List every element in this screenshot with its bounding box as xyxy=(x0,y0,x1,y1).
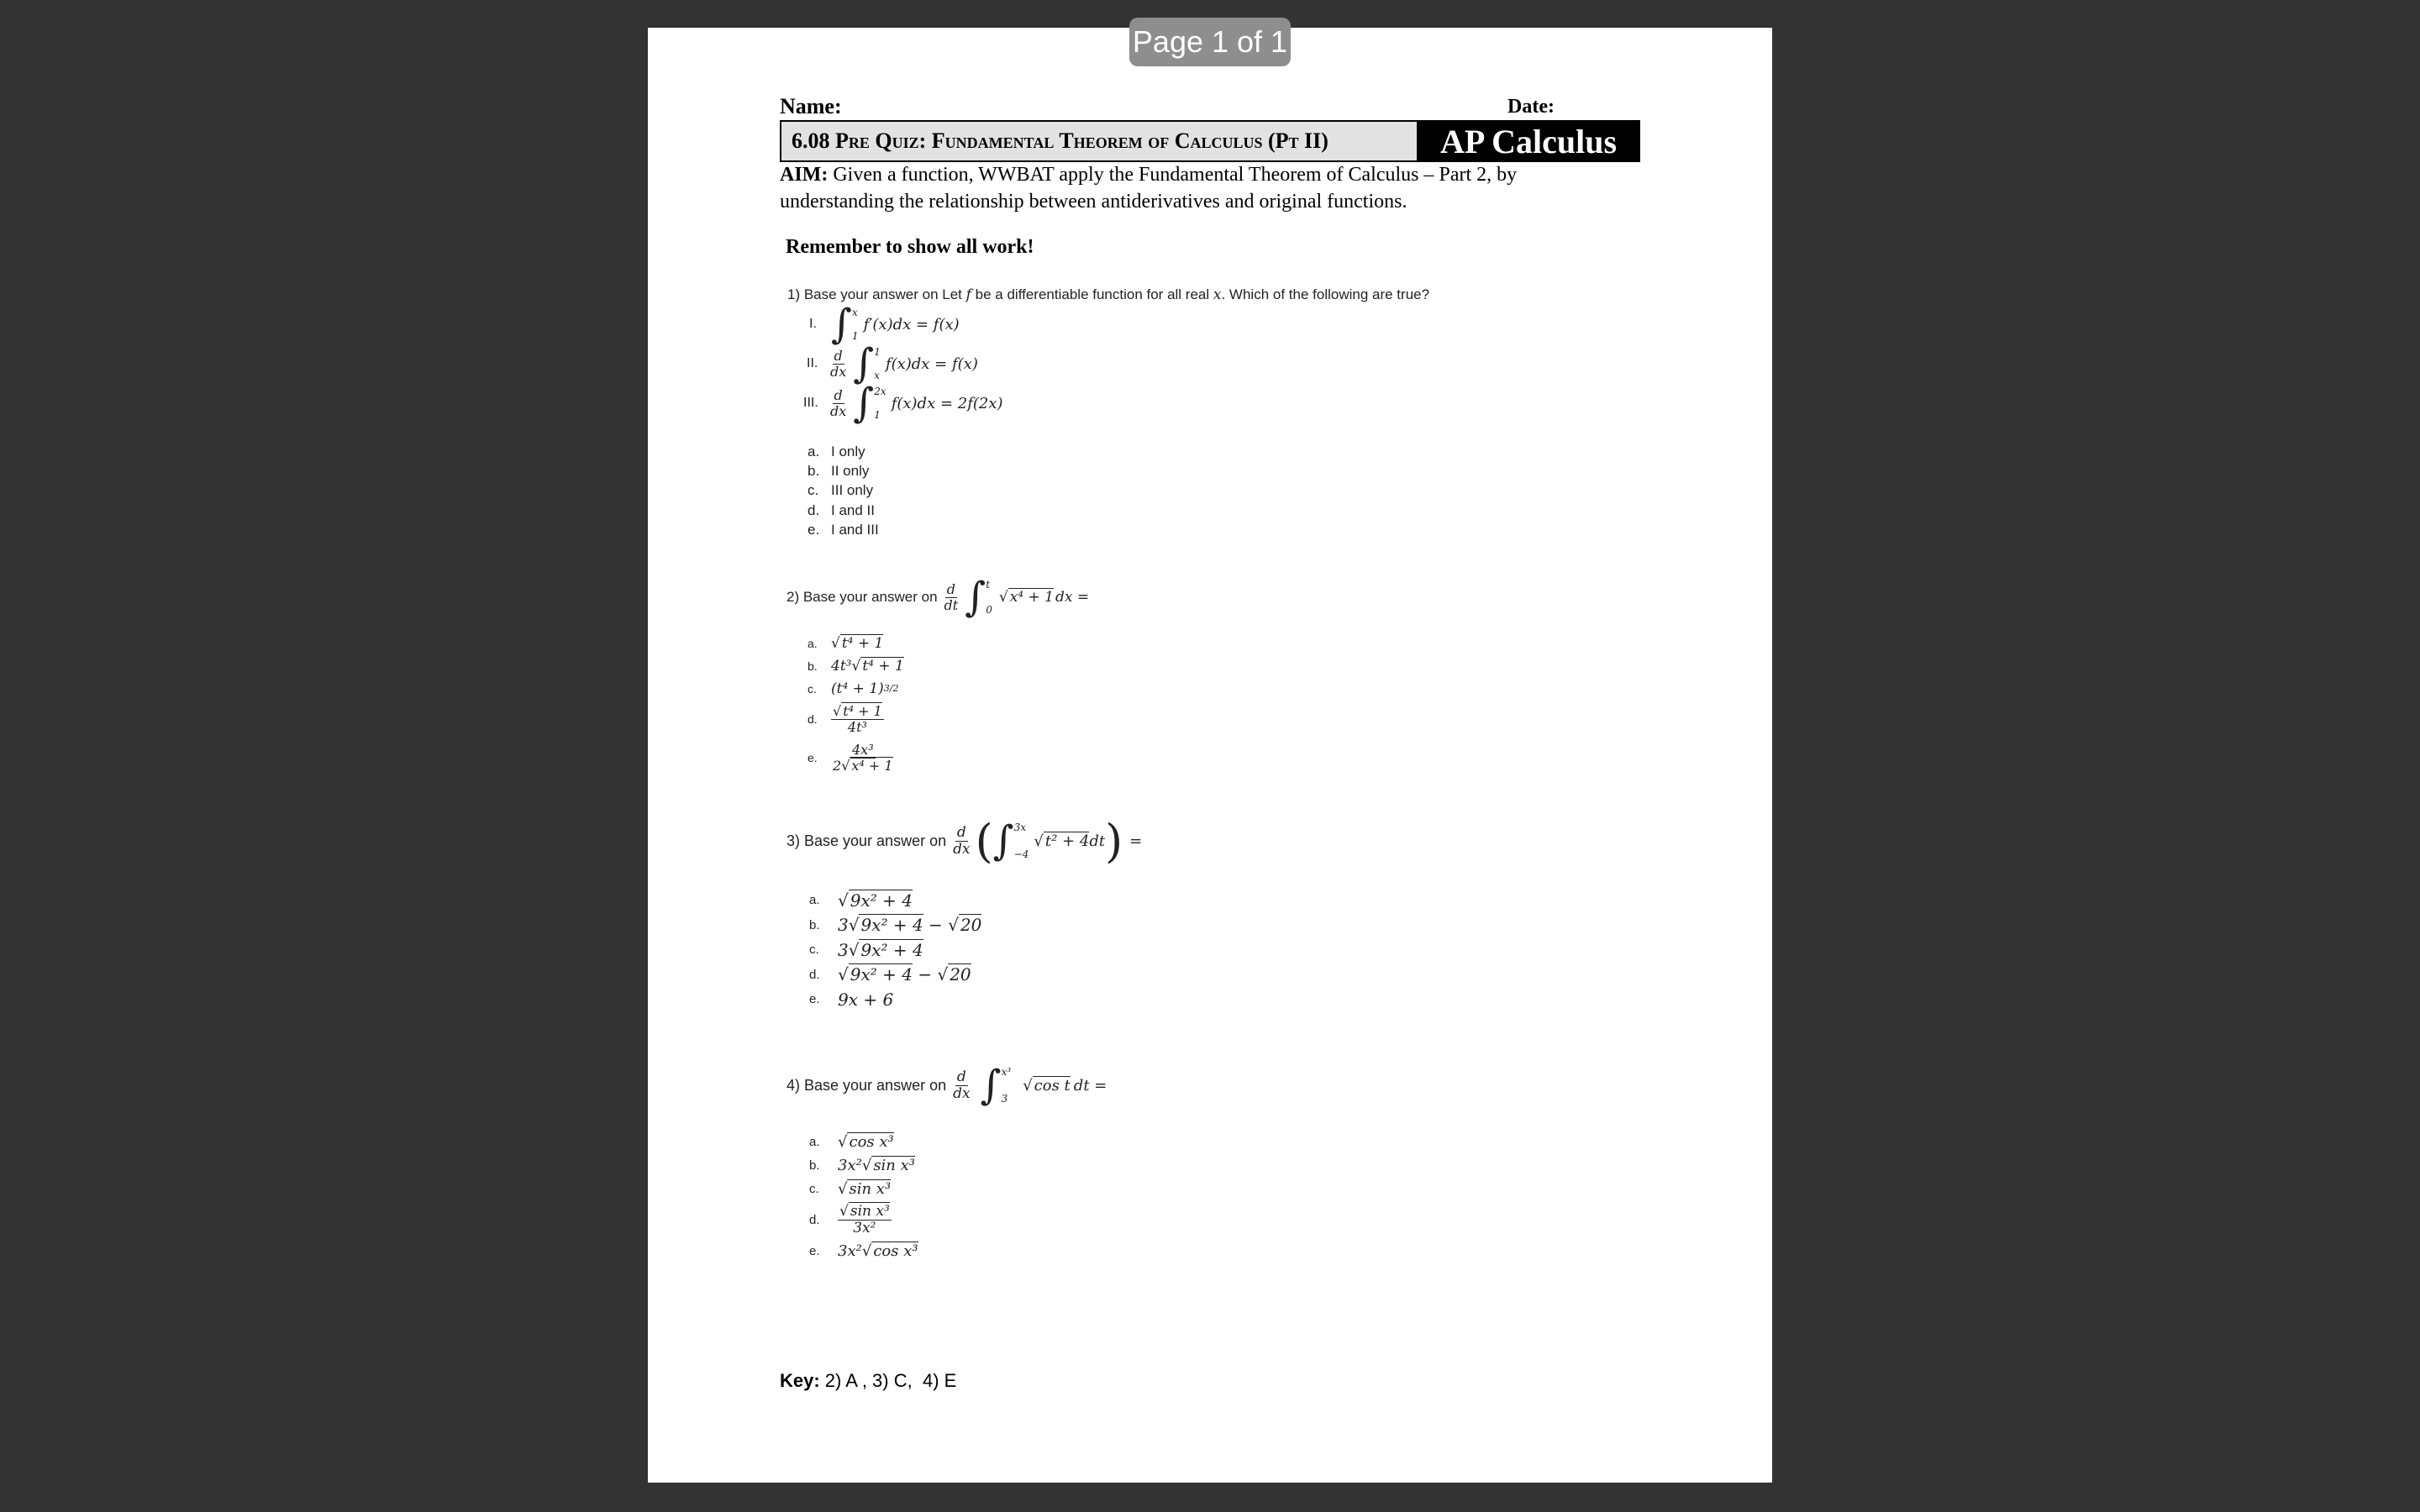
option-letter: e. xyxy=(809,1243,820,1258)
q1-prompt-post: . Which of the following are true? xyxy=(1221,286,1430,302)
q2-integrand: x⁴ + 1 xyxy=(1009,589,1054,606)
deriv-den: dt xyxy=(944,596,959,613)
option-text: 9x + 6 xyxy=(838,989,894,1010)
q1-option-d xyxy=(808,501,879,520)
option-letter: b. xyxy=(808,463,820,480)
option-letter: d. xyxy=(808,712,818,726)
quiz-title: 6.08 Pre Quiz: Fundamental Theorem of Calculus (Pt II) xyxy=(781,122,1418,160)
option-text: sin x³ xyxy=(873,1156,915,1174)
upper-limit: x³ xyxy=(1001,1066,1012,1078)
deriv-num: d xyxy=(834,347,843,364)
q1-prompt-pre: 1) Base your answer on Let xyxy=(787,286,962,302)
right-paren: ) xyxy=(1105,814,1123,868)
q3-option-e xyxy=(809,987,981,1012)
answer-key-text: 2) A , 3) C, 4) E xyxy=(819,1370,957,1391)
option-text: I only xyxy=(831,444,865,459)
q1-statement-2-num: II. xyxy=(807,356,818,370)
q1-prompt-mid: be a differentiable function for all real xyxy=(975,286,1210,302)
q3-options xyxy=(809,888,981,1012)
option-text: 9x² + 4 xyxy=(850,890,913,911)
left-paren: ( xyxy=(975,814,993,868)
option-letter: c. xyxy=(809,942,819,958)
lower-limit: 3 xyxy=(1001,1093,1008,1105)
option-text: 9x² + 4 xyxy=(850,964,913,985)
q4-limits xyxy=(1002,1066,1012,1105)
option-letter: a. xyxy=(808,444,820,459)
q1-statement-2-limits xyxy=(874,346,881,381)
q2-limits xyxy=(986,579,992,616)
upper-limit: 3x xyxy=(1013,822,1027,833)
option-letter: c. xyxy=(808,482,819,499)
q2-option-b: b. 4t³ √ t⁴ + 1 xyxy=(808,657,904,675)
option-coefficient: 4t³ xyxy=(831,657,852,675)
integral-sign: ∫ xyxy=(965,574,986,621)
q1-statement-3-limits xyxy=(874,386,886,421)
name-label: Name: xyxy=(780,94,842,118)
q4-integrand: cos t xyxy=(1034,1076,1071,1095)
q1-option-a xyxy=(808,442,879,461)
upper-limit: 2x xyxy=(874,386,886,397)
q4-option-c: c. √ sin x³ xyxy=(809,1179,892,1198)
title-bar xyxy=(780,120,1640,162)
option-coefficient: 3 xyxy=(838,915,849,936)
upper-limit: x xyxy=(852,307,858,318)
q2-option-c xyxy=(808,677,904,700)
q4-options xyxy=(809,1130,918,1263)
option-coefficient: 3 xyxy=(838,939,849,960)
upper-limit: t xyxy=(986,579,991,591)
option-numerator: 4x³ xyxy=(851,741,874,758)
q3-tail: dt xyxy=(1089,832,1106,850)
lower-limit: 0 xyxy=(986,604,992,616)
option-letter: b. xyxy=(809,917,820,932)
q4-prompt: 4) Base your answer on $\frac{d}{dx}$ ∫ x³ 3 √ cos t dt = xyxy=(786,1062,1107,1109)
q1-option-c xyxy=(808,480,879,500)
date-label: Date: xyxy=(1507,96,1555,118)
deriv-den: dx xyxy=(953,840,971,858)
q3-option-b: b. 3 √ 9x² + 4 − √ 20 xyxy=(809,915,982,936)
q1-statement-2-expr: f(x)dx = f(x) xyxy=(885,354,978,373)
option-letter: d. xyxy=(809,1212,820,1227)
option-letter: d. xyxy=(809,967,820,982)
lower-limit: −4 xyxy=(1013,848,1029,860)
option-denominator: 3x² xyxy=(853,1219,876,1236)
q1-prompt-x: x xyxy=(1213,286,1222,303)
q3-limits xyxy=(1014,822,1029,860)
option-coefficient: 3x² xyxy=(838,1242,862,1260)
option-text: I and III xyxy=(831,521,879,538)
option-numerator: sin x³ xyxy=(850,1202,890,1220)
lower-limit: x xyxy=(874,370,881,381)
integral-sign: ∫ xyxy=(992,817,1014,864)
q2-option-d: d. $\frac{\text{√ t⁴ + 1}}{\text{4t³}}$ xyxy=(808,702,882,735)
option-exponent: 3/2 xyxy=(883,683,899,694)
q3-prompt: 3) Base your answer on $\frac{d}{dx}$ ( ∫ 3x −4 √ t² + 4 dt ) = xyxy=(786,814,1143,868)
option-letter: c. xyxy=(809,1181,819,1196)
answer-key xyxy=(780,1370,956,1392)
option-operator: − xyxy=(923,915,949,936)
course-label: AP Calculus xyxy=(1418,122,1639,160)
q3-prompt-text: 3) Base your answer on xyxy=(786,832,947,849)
option-letter: e. xyxy=(809,992,820,1007)
q1-statement-3-num: III. xyxy=(803,396,818,410)
lower-limit: 1 xyxy=(874,409,881,421)
option-text: 9x² + 4 xyxy=(860,915,923,936)
option-text-2: 20 xyxy=(960,915,982,936)
q1-statement-2 xyxy=(807,340,978,387)
option-letter: b. xyxy=(808,659,818,673)
q1-prompt xyxy=(787,286,1429,303)
lower-limit: 1 xyxy=(852,330,859,342)
q2-option-e: e. $\frac{\text{4x³}}{\text{2√ x⁴ + 1}}$ xyxy=(808,741,893,774)
q1-statement-1-num: I. xyxy=(809,317,817,331)
option-coefficient: 3x² xyxy=(838,1156,862,1174)
q2-prompt-text: 2) Base your answer on xyxy=(786,589,938,605)
deriv-num: d xyxy=(834,386,843,403)
deriv-den: dx xyxy=(953,1084,971,1102)
q1-prompt-f: f xyxy=(965,286,971,303)
q3-option-a: a. √ 9x² + 4 xyxy=(809,890,913,911)
aim-line-1 xyxy=(780,164,1517,186)
option-den-coefficient: 2 xyxy=(833,757,842,774)
option-letter: a. xyxy=(809,1134,820,1149)
q1-statement-1-expr: f′(x)dx = f(x) xyxy=(863,315,960,333)
aim-label: AIM: xyxy=(780,164,829,186)
option-text: (t⁴ + 1) xyxy=(831,680,884,697)
option-letter: a. xyxy=(809,893,820,908)
option-text: sin x³ xyxy=(849,1179,892,1198)
deriv-num: d xyxy=(956,1068,966,1085)
option-text: t⁴ + 1 xyxy=(862,657,904,675)
aim-line-2: understanding the relationship between antiderivatives and original functions. xyxy=(780,191,1407,213)
upper-limit: 1 xyxy=(874,346,881,358)
q2-tail: dx = xyxy=(1055,589,1090,606)
deriv-den: dx xyxy=(830,402,847,419)
integral-sign: ∫ xyxy=(980,1062,1002,1109)
q1-statement-1-limits xyxy=(852,307,859,342)
option-text: t⁴ + 1 xyxy=(841,634,884,652)
derivative-operator xyxy=(943,580,960,613)
q4-prompt-text: 4) Base your answer on xyxy=(786,1076,947,1094)
option-text-2: 20 xyxy=(950,964,971,985)
derivative-operator xyxy=(829,349,848,379)
derivative-operator xyxy=(829,386,848,419)
q1-option-e xyxy=(808,520,879,539)
answer-key-label: Key: xyxy=(780,1370,820,1391)
derivative-operator xyxy=(951,1070,971,1101)
option-letter: b. xyxy=(809,1158,820,1173)
q1-statement-1 xyxy=(809,301,960,348)
option-numerator: t⁴ + 1 xyxy=(843,702,882,719)
derivative-operator xyxy=(951,823,971,858)
page-indicator: Page 1 of 1 xyxy=(1129,18,1291,66)
q4-option-e: e. 3x² √ cos x³ xyxy=(809,1242,918,1260)
q3-equals: = xyxy=(1129,832,1143,850)
reminder: Remember to show all work! xyxy=(786,236,1034,258)
q2-options xyxy=(808,632,904,777)
option-text: cos x³ xyxy=(849,1132,894,1151)
option-text: I and II xyxy=(831,501,875,518)
option-text: III only xyxy=(831,482,874,499)
option-operator: − xyxy=(912,964,938,985)
q1-option-b xyxy=(808,461,879,480)
integral-sign: ∫ xyxy=(853,380,875,427)
deriv-num: d xyxy=(946,580,955,597)
option-letter: d. xyxy=(808,501,820,518)
q1-statement-3-expr: f(x)dx = 2f(2x) xyxy=(891,394,1003,412)
q1-statement-3 xyxy=(803,380,1003,427)
option-denominator: x⁴ + 1 xyxy=(851,757,893,774)
option-letter: e. xyxy=(808,751,818,764)
aim-text-1: Given a function, WWBAT apply the Fundamental Theorem of Calculus – Part 2, by xyxy=(833,164,1518,186)
option-letter: e. xyxy=(808,521,820,538)
integral-sign: ∫ xyxy=(853,340,875,387)
option-text: cos x³ xyxy=(873,1242,918,1260)
q4-tail: dt = xyxy=(1073,1076,1107,1095)
q4-option-b: b. 3x² √ sin x³ xyxy=(809,1156,915,1174)
option-letter: c. xyxy=(808,681,817,696)
option-denominator: 4t³ xyxy=(847,718,867,735)
option-text: 9x² + 4 xyxy=(860,939,923,960)
q3-option-d: d. √ 9x² + 4 − √ 20 xyxy=(809,964,971,985)
q4-option-d: d. $\frac{\text{√ sin x³}}{\text{3x²}}$ xyxy=(809,1202,890,1236)
deriv-den: dx xyxy=(830,363,847,380)
integral-sign: ∫ xyxy=(831,301,853,348)
q2-prompt: 2) Base your answer on $\frac{d}{dt}$ ∫ t 0 √ x⁴ + 1 dx = xyxy=(786,574,1090,621)
option-text: II only xyxy=(831,463,870,480)
q1-options xyxy=(808,442,879,539)
q3-integrand: t² + 4 xyxy=(1044,832,1090,850)
option-letter: a. xyxy=(808,636,818,650)
q4-option-a: a. √ cos x³ xyxy=(809,1132,894,1151)
deriv-num: d xyxy=(956,823,966,841)
q2-option-a: a. √ t⁴ + 1 xyxy=(808,634,884,652)
q3-option-c: c. 3 √ 9x² + 4 xyxy=(809,939,923,960)
